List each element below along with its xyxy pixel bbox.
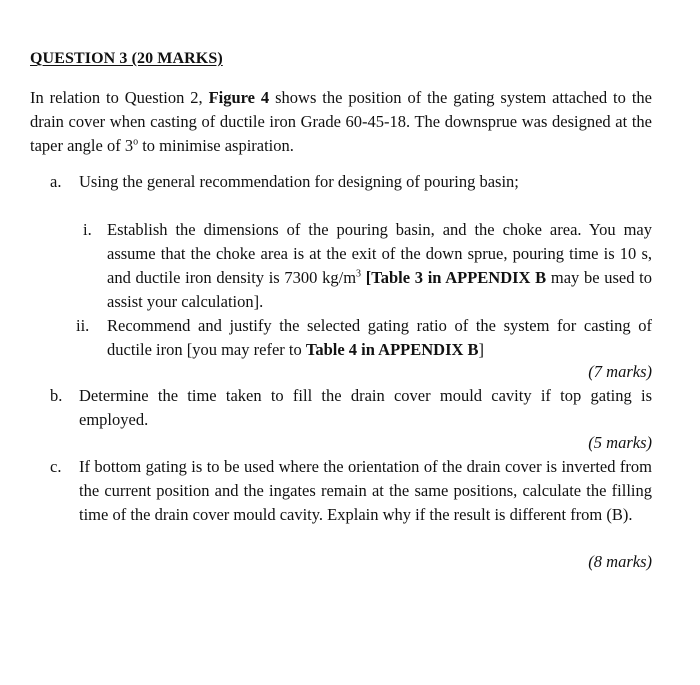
sub-ii-text-pre: Recommend and justify the selected gating ratio of the system for casting of ductile iron [you may refer to — [107, 316, 652, 359]
sub-ii-text-post: ] — [478, 340, 485, 359]
part-b-marks: (5 marks) — [588, 433, 652, 452]
part-c-marker: c. — [50, 457, 62, 476]
sub-ii-text — [107, 314, 652, 362]
table-3-reference: [Table 3 in APPENDIX B — [361, 268, 547, 287]
part-c-text: If bottom gating is to be used where the orientation of the drain cover is inverted from the current position and the ingates remain at the same positions, calculate the filling time of the drain cover mould cavity. Explain why if the result is different from (B). — [79, 457, 652, 524]
part-a-marks: (7 marks) — [588, 362, 652, 381]
sub-i-text-pre: Establish the dimensions of the pouring basin, and the choke area. You may assume that the choke area is at the exit of the down sprue, pouring time is 10 s, and ductile iron density is 7300 kg/m — [107, 220, 652, 287]
intro-text-pre: In relation to Question 2, — [30, 88, 209, 107]
cubic-superscript: 3 — [356, 268, 362, 280]
sub-ii-marker: ii. — [76, 316, 90, 335]
part-a-marker: a. — [50, 172, 62, 191]
degree-symbol: o — [133, 136, 139, 148]
part-b-marker: b. — [50, 386, 63, 405]
table-4-reference: Table 4 in APPENDIX B — [305, 340, 479, 359]
intro-text-end: to minimise aspiration. — [138, 136, 294, 155]
question-heading: QUESTION 3 (20 MARKS) — [30, 50, 223, 67]
figure-reference: Figure 4 — [208, 88, 270, 107]
part-a-text: Using the general recommendation for designing of pouring basin; — [79, 172, 519, 191]
intro-text-post: shows the position of the gating system attached to the drain cover when casting of ductile iron Grade 60-45-18. The downsprue was designed at the taper angle of 3 — [30, 88, 652, 155]
part-c-marks: (8 marks) — [588, 552, 652, 571]
sub-i-text — [107, 218, 652, 314]
part-b-text: Determine the time taken to fill the drain cover mould cavity if top gating is employed. — [79, 386, 652, 429]
intro-paragraph — [30, 86, 652, 158]
sub-i-marker: i. — [83, 220, 92, 239]
sub-i-text-post: may be used to assist your calculation]. — [107, 268, 653, 311]
